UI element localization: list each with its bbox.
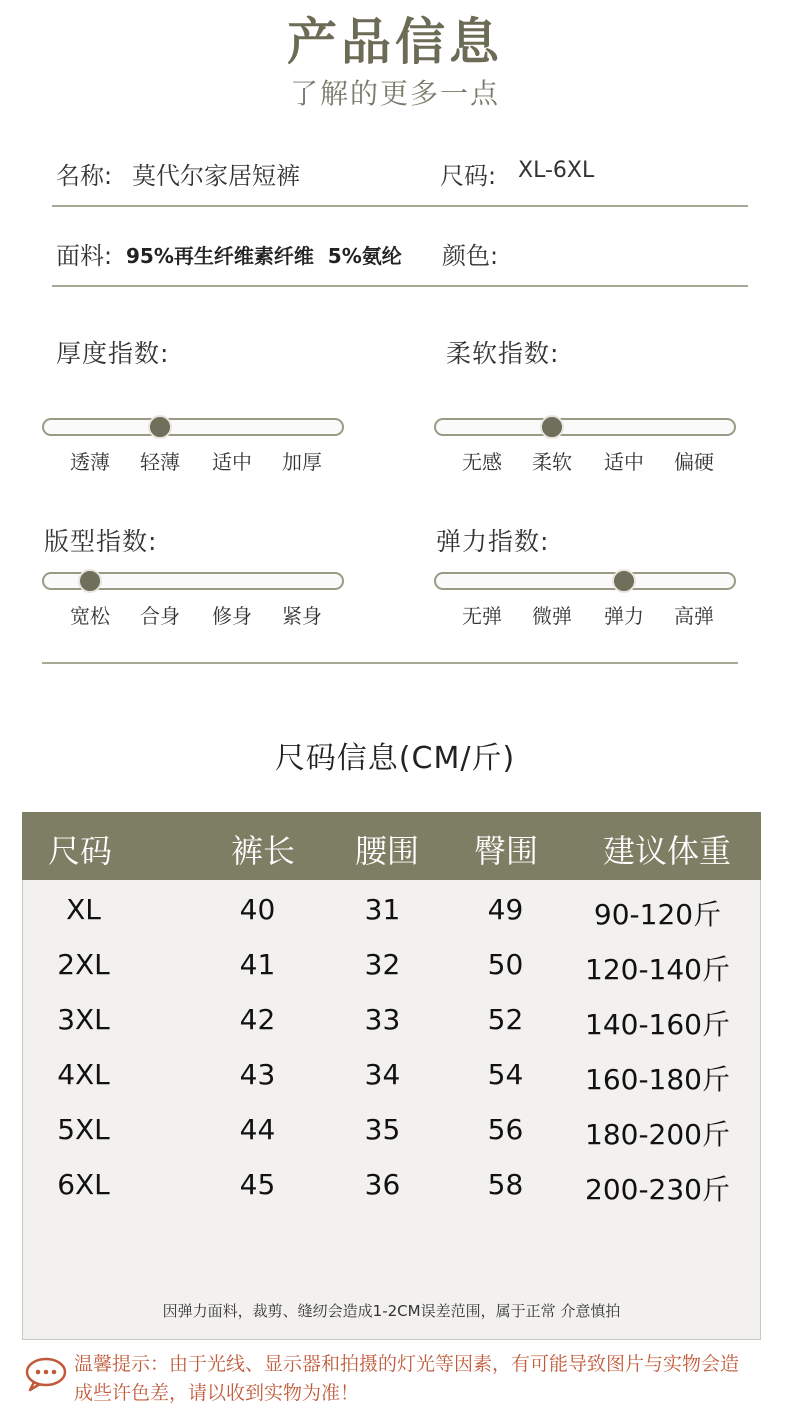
- thickness-slider: [42, 412, 344, 472]
- table-cell: 160-180斤: [585, 1063, 730, 1096]
- table-cell: 180-200斤: [585, 1118, 730, 1151]
- size-label: 尺码:: [440, 162, 497, 190]
- header-pants-length: 裤长: [231, 832, 296, 870]
- row-size-cell: 6XL: [57, 1168, 110, 1201]
- slider-tick-label: 紧身: [282, 604, 322, 628]
- slider-tick-label: 微弹: [532, 604, 572, 628]
- divider: [42, 662, 738, 664]
- slider-track: [434, 572, 736, 590]
- row-size-cell: XL: [66, 893, 101, 926]
- table-cell: 90-120斤: [593, 898, 722, 931]
- header-hip: 臀围: [474, 832, 539, 870]
- tip-text: 温馨提示：由于光线、显示器和拍摄的灯光等因素，有可能导致图片与实物会造成些许色差，请以收到实物为准！: [74, 1353, 740, 1404]
- size-value: XL-6XL: [518, 158, 595, 183]
- table-cell: 36: [364, 1168, 401, 1201]
- table-cell: 41: [239, 948, 276, 981]
- elasticity-index-title: 弹力指数:: [436, 527, 550, 556]
- slider-tick-label: 透薄: [70, 450, 110, 474]
- table-cell: 140-160斤: [585, 1008, 730, 1041]
- slider-track: [42, 418, 344, 436]
- row-size-cell: 5XL: [57, 1113, 110, 1146]
- table-cell: 54: [487, 1058, 524, 1091]
- fit-slider: [42, 566, 344, 626]
- table-cell: 56: [487, 1113, 524, 1146]
- page-title: 产品信息: [287, 13, 503, 71]
- slider-knob: [148, 415, 172, 439]
- table-cell: 31: [364, 893, 401, 926]
- page-subtitle: 了解的更多一点: [289, 77, 500, 110]
- elasticity-slider: [434, 566, 736, 626]
- slider-tick-label: 柔软: [532, 450, 572, 474]
- slider-tick-label: 无弹: [462, 604, 502, 628]
- table-cell: 45: [239, 1168, 276, 1201]
- slider-tick-label: 偏硬: [674, 450, 714, 474]
- slider-track: [434, 418, 736, 436]
- color-label: 颜色:: [442, 242, 499, 270]
- fabric-label: 面料:: [56, 242, 113, 270]
- table-cell: 40: [239, 893, 276, 926]
- table-cell: 58: [487, 1168, 524, 1201]
- table-cell: 52: [487, 1003, 524, 1036]
- table-cell: 35: [364, 1113, 401, 1146]
- table-cell: 44: [239, 1113, 276, 1146]
- table-cell: 50: [487, 948, 524, 981]
- divider: [52, 285, 748, 287]
- softness-index-title: 柔软指数:: [446, 339, 560, 368]
- table-cell: 120-140斤: [585, 953, 730, 986]
- fit-index-title: 版型指数:: [44, 527, 158, 556]
- table-cell: 34: [364, 1058, 401, 1091]
- slider-tick-label: 修身: [212, 604, 252, 628]
- slider-tick-label: 高弹: [674, 604, 714, 628]
- slider-tick-label: 加厚: [282, 450, 322, 474]
- size-info-title: 尺码信息(CM/斤): [274, 741, 516, 776]
- header-waist: 腰围: [355, 832, 420, 870]
- chat-bubble-icon: [24, 1356, 68, 1392]
- fabric-value: 95%再生纤维素纤维 5%氨纶: [126, 244, 402, 268]
- slider-tick-label: 无感: [462, 450, 502, 474]
- table-cell: 42: [239, 1003, 276, 1036]
- slider-tick-label: 弹力: [604, 604, 644, 628]
- slider-tick-label: 适中: [604, 450, 644, 474]
- row-size-cell: 2XL: [57, 948, 110, 981]
- table-note: 因弹力面料，裁剪、缝纫会造成1-2CM误差范围，属于正常 介意慎拍: [162, 1302, 621, 1320]
- slider-tick-label: 宽松: [70, 604, 110, 628]
- row-size-cell: 3XL: [57, 1003, 110, 1036]
- table-cell: 32: [364, 948, 401, 981]
- slider-tick-label: 合身: [140, 604, 180, 628]
- header-suggested-weight: 建议体重: [603, 832, 732, 870]
- table-cell: 200-230斤: [585, 1173, 730, 1206]
- divider: [52, 205, 748, 207]
- row-size-cell: 4XL: [57, 1058, 110, 1091]
- table-cell: 49: [487, 893, 524, 926]
- slider-knob: [78, 569, 102, 593]
- table-cell: 33: [364, 1003, 401, 1036]
- slider-knob: [540, 415, 564, 439]
- slider-tick-label: 轻薄: [140, 450, 180, 474]
- name-label: 名称:: [56, 162, 113, 190]
- softness-slider: [434, 412, 736, 472]
- table-cell: 43: [239, 1058, 276, 1091]
- header-size: 尺码: [48, 832, 113, 870]
- name-value: 莫代尔家居短裤: [132, 162, 300, 190]
- slider-knob: [612, 569, 636, 593]
- thickness-index-title: 厚度指数:: [56, 339, 170, 368]
- slider-tick-label: 适中: [212, 450, 252, 474]
